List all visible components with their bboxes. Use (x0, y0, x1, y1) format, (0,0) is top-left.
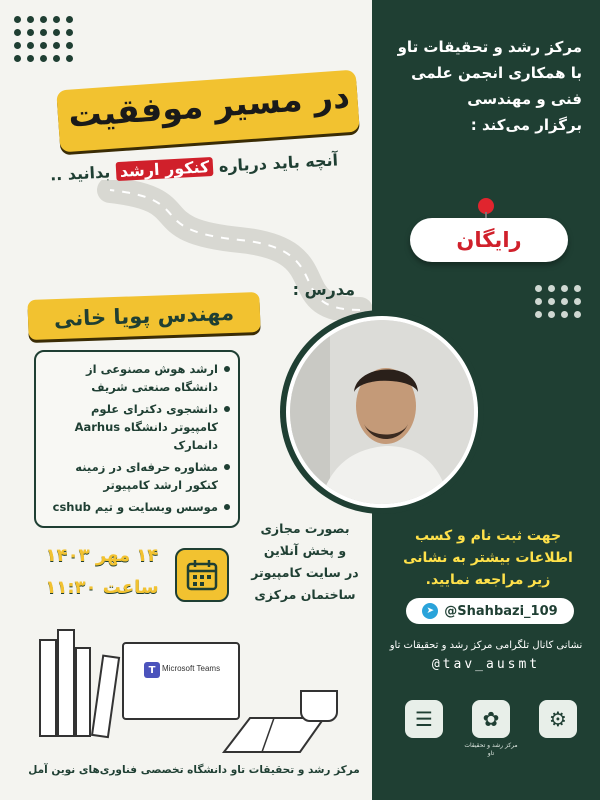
decorative-dots-right (535, 285, 581, 318)
bullet-icon (224, 406, 230, 412)
bio-text: مشاوره حرفه‌ای در زمینه کنکور ارشد کامپیوتر (75, 460, 218, 492)
bio-item (44, 458, 230, 494)
registration-text (390, 525, 586, 591)
teams-label: Microsoft Teams (162, 664, 221, 673)
bio-box (34, 350, 240, 528)
telegram-id-pill[interactable] (406, 598, 574, 624)
bio-item (44, 360, 230, 396)
page-title: در مسیر موفقیت (67, 76, 351, 135)
event-date: ۱۴ مهر ۱۴۰۳ (45, 545, 159, 566)
organizer-line: با همکاری انجمن علمی (411, 64, 582, 82)
event-datetime (38, 540, 166, 604)
bullet-icon (224, 366, 230, 372)
books-illustration (34, 620, 134, 740)
emblem-icon: ⚙ (539, 700, 577, 738)
online-line: در سایت کامپیوتر (251, 565, 359, 580)
decorative-dots-top-left (14, 16, 73, 62)
subtitle-before: آنچه باید درباره (218, 150, 339, 176)
subtitle-highlight: کنکور ارشد (115, 157, 213, 181)
bio-text: دانشجوی دکترای علوم کامپیوتر دانشگاه Aarhus دانمارک (74, 402, 218, 452)
organizer-text (392, 34, 582, 138)
teacher-label: مدرس : (292, 280, 355, 299)
bullet-icon (224, 504, 230, 510)
bio-item (44, 498, 230, 516)
bio-item (44, 400, 230, 454)
university-icon: ☰ (405, 700, 443, 738)
online-line: بصورت مجازی (260, 521, 350, 536)
teacher-photo (290, 320, 474, 504)
channel-label: نشانی کانال تلگرامی مرکز رشد و تحقیقات تاو (389, 640, 583, 651)
logo (530, 700, 586, 742)
online-line: ساختمان مرکزی (254, 587, 356, 602)
logos-row (396, 700, 586, 780)
registration-line: جهت ثبت نام و کسب (414, 528, 562, 544)
bullet-icon (224, 464, 230, 470)
teacher-photo-frame (286, 316, 478, 508)
registration-line: زیر مراجعه نمایید. (425, 572, 551, 588)
subtitle-after: بدانید .. (49, 162, 111, 185)
organizer-line: برگزار می‌کند : (470, 116, 582, 134)
growth-center-icon: ✿ (472, 700, 510, 738)
organizer-line: فنی و مهندسی (467, 90, 582, 108)
registration-line: اطلاعات بیشتر به نشانی (403, 550, 573, 566)
calendar-icon (175, 548, 229, 602)
free-badge: رایگان (410, 218, 568, 262)
bio-text: موسس وبسایت و تیم cshub (52, 500, 218, 514)
teacher-name: مهندس پویا خانی (27, 292, 260, 340)
logo (463, 700, 519, 758)
logo (396, 700, 452, 742)
online-info (235, 518, 375, 618)
teams-icon: T (144, 662, 160, 678)
bio-text: ارشد هوش مصنوعی از دانشگاه صنعتی شریف (86, 362, 218, 394)
laptop-illustration (122, 642, 240, 720)
footer-text: مرکز رشد و تحقیقات تاو دانشگاه تخصصی فناوری‌های نوین آمل (28, 764, 360, 776)
telegram-id: @Shahbazi_109 (444, 603, 558, 619)
online-line: و پخش آنلاین (263, 543, 347, 558)
coffee-cup-illustration (300, 690, 338, 722)
event-time: ساعت ۱۱:۳۰ (45, 577, 159, 598)
organizer-line: مرکز رشد و تحقیقات تاو (397, 38, 582, 56)
logo-caption: مرکز رشد و تحقیقات تاو (464, 742, 518, 757)
channel-handle[interactable]: @tav_ausmt (431, 657, 541, 672)
telegram-icon: ➤ (422, 603, 438, 619)
